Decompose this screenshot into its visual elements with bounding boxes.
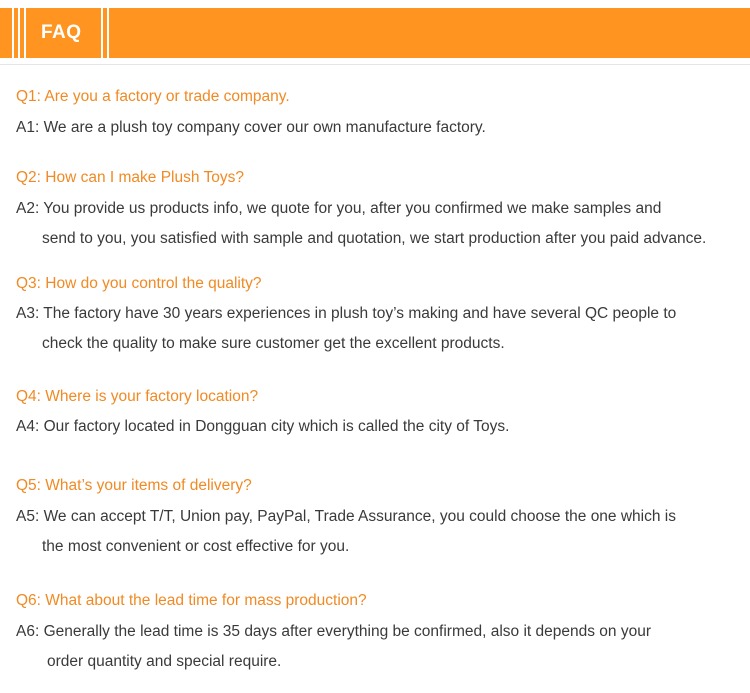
faq-question-1: Q1: Are you a factory or trade company. — [16, 88, 290, 105]
header-stripe — [107, 8, 109, 58]
faq-answer-5 — [16, 502, 676, 562]
faq-answer-6 — [16, 617, 651, 677]
faq-answer-1 — [16, 113, 486, 143]
faq-answer-6-line-2: order quantity and special require. — [47, 653, 282, 670]
faq-question-5: Q5: What’s your items of delivery? — [16, 477, 252, 494]
header-stripe — [12, 8, 14, 58]
faq-question-3: Q3: How do you control the quality? — [16, 275, 262, 292]
faq-header-bar — [0, 8, 750, 58]
faq-answer-3-line-2: check the quality to make sure customer get the excellent products. — [42, 335, 505, 352]
faq-answer-6-line-1: A6: Generally the lead time is 35 days after everything be confirmed, also it depends on your — [16, 623, 651, 640]
header-stripe — [18, 8, 20, 58]
faq-answer-2 — [16, 194, 706, 254]
faq-answer-3 — [16, 299, 676, 359]
faq-answer-2-line-2: send to you, you satisfied with sample and quotation, we start production after you paid advance. — [42, 230, 707, 247]
faq-answer-3-line-1: A3: The factory have 30 years experiences in plush toy’s making and have several QC people to — [16, 305, 677, 322]
faq-title: FAQ — [41, 22, 82, 43]
faq-question-6: Q6: What about the lead time for mass production? — [16, 592, 367, 609]
header-stripe — [101, 8, 103, 58]
header-stripe — [24, 8, 26, 58]
faq-answer-2-line-1: A2: You provide us products info, we quote for you, after you confirmed we make samples and — [16, 200, 662, 217]
faq-question-4: Q4: Where is your factory location? — [16, 388, 259, 405]
faq-answer-1-line-1: A1: We are a plush toy company cover our own manufacture factory. — [16, 119, 486, 136]
faq-answer-5-line-2: the most convenient or cost effective for you. — [42, 538, 350, 555]
header-divider — [0, 64, 750, 65]
faq-answer-4-line-1: A4: Our factory located in Dongguan city which is called the city of Toys. — [16, 418, 510, 435]
faq-answer-5-line-1: A5: We can accept T/T, Union pay, PayPal, Trade Assurance, you could choose the one which is — [16, 508, 676, 525]
faq-question-2: Q2: How can I make Plush Toys? — [16, 169, 245, 186]
faq-answer-4 — [16, 412, 509, 442]
